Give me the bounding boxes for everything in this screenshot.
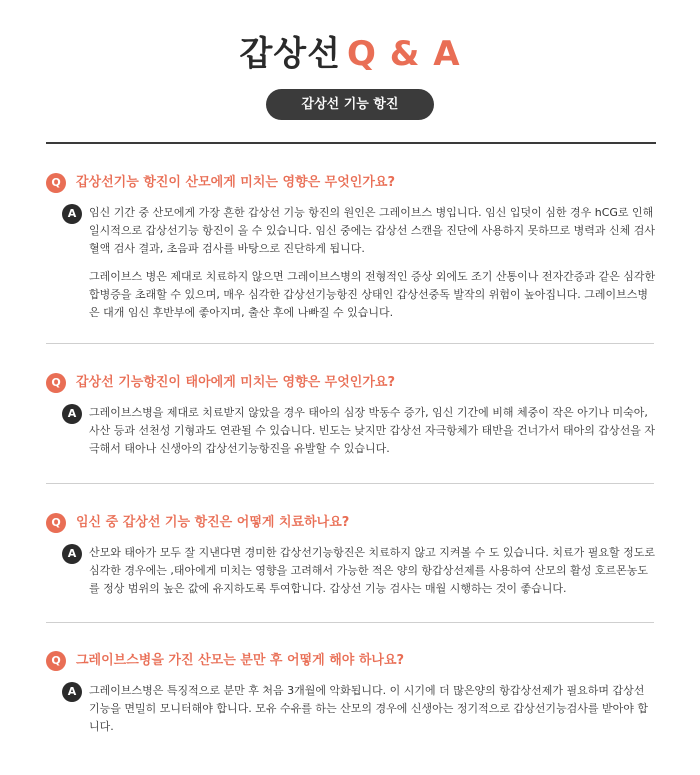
- answer-text: [89, 682, 656, 736]
- qa-item: [46, 371, 656, 458]
- page-title: [0, 34, 700, 74]
- answer-text: [89, 204, 656, 322]
- qa-item: [46, 171, 656, 322]
- question-text: 갑상선기능 항진이 산모에게 미치는 영향은 무엇인가요?: [76, 175, 396, 190]
- answer-paragraph: 그레이브스병을 제대로 치료받지 않았을 경우 태아의 심장 박동수 증가, 임신 기간에 비해 체중이 작은 아기나 미숙아, 사산 등과 선천성 기형과도 연관될 수 있습니다. 빈도는 낮지만 갑상선 자극항체가 태반을 건너가서 태아의 갑상선을 자극해서 태아나 신생아의 갑상선기능항진을 유발할 수 있습니다.: [89, 406, 655, 455]
- section-divider: [46, 483, 654, 484]
- answer-text: [89, 544, 656, 598]
- question-row: [46, 171, 656, 195]
- answer-block: [46, 404, 656, 458]
- top-divider: [46, 142, 656, 144]
- question-text: 갑상선 기능항진이 태아에게 미치는 영향은 무엇인가요?: [76, 375, 396, 390]
- question-row: [46, 371, 656, 395]
- answer-paragraph: 산모와 태아가 모두 잘 지낸다면 경미한 갑상선기능항진은 치료하지 않고 지켜볼 수 도 있습니다. 치료가 필요할 정도로 심각한 경우에는 ,태아에게 미치는 영향을 고려해서 가능한 적은 양의 항갑상선제를 사용하여 산모의 활성 호르몬농도를 정상 범위의 높은 값에 유지하도록 투여합니다. 갑상선 기능 검사는 매월 시행하는 것이 좋습니다.: [89, 546, 655, 595]
- question-badge: Q: [46, 513, 66, 533]
- question-badge: Q: [46, 651, 66, 671]
- section-divider: [46, 622, 654, 623]
- question-text: 임신 중 갑상선 기능 항진은 어떻게 치료하나요?: [76, 515, 350, 530]
- question-badge: Q: [46, 173, 66, 193]
- answer-badge: A: [62, 204, 82, 224]
- title-main: 갑상선: [239, 34, 341, 74]
- question-row: [46, 511, 656, 535]
- title-accent: Q & A: [347, 34, 461, 74]
- page-header: [0, 0, 700, 140]
- category-badge: 갑상선 기능 항진: [266, 89, 434, 120]
- answer-paragraph: 그레이브스병은 특징적으로 분만 후 처음 3개월에 악화됩니다. 이 시기에 더 많은양의 항갑상선제가 필요하며 갑상선 기능을 면밀히 모니터해야 합니다. 모유 수유를 하는 산모의 경우에 신생아는 정기적으로 갑상선기능검사를 받아야 합니다.: [89, 684, 648, 733]
- answer-block: [46, 204, 656, 322]
- answer-badge: A: [62, 544, 82, 564]
- answer-paragraph: 그레이브스 병은 제대로 치료하지 않으면 그레이브스병의 전형적인 증상 외에도 조기 산통이나 전자간증과 같은 심각한 합병증을 초래할 수 있으며, 매우 심각한 갑상선기능항진 상태인 갑상선중독 발작의 위험이 높아집니다. 그레이브스병은 대개 임신 후반부에 좋아지며, 출산 후에 나빠질 수 있습니다.: [89, 270, 656, 319]
- answer-badge: A: [62, 682, 82, 702]
- qa-item: [46, 649, 656, 736]
- question-text: 그레이브스병을 가진 산모는 분만 후 어떻게 해야 하나요?: [76, 653, 405, 668]
- section-divider: [46, 343, 654, 344]
- qa-item: [46, 511, 656, 598]
- answer-text: [89, 404, 656, 458]
- answer-block: [46, 544, 656, 598]
- question-badge: Q: [46, 373, 66, 393]
- question-row: [46, 649, 656, 673]
- answer-paragraph: 임신 기간 중 산모에게 가장 흔한 갑상선 기능 항진의 원인은 그레이브스 병입니다. 임신 입덧이 심한 경우 hCG로 인해 일시적으로 갑상선기능 항진이 올 수 있습니다. 임신 중에는 갑상선 스캔을 진단에 사용하지 못하므로 병력과 신체 검사 혈액 검사 결과, 초음파 검사를 바탕으로 진단하게 됩니다.: [89, 206, 655, 255]
- answer-badge: A: [62, 404, 82, 424]
- answer-block: [46, 682, 656, 736]
